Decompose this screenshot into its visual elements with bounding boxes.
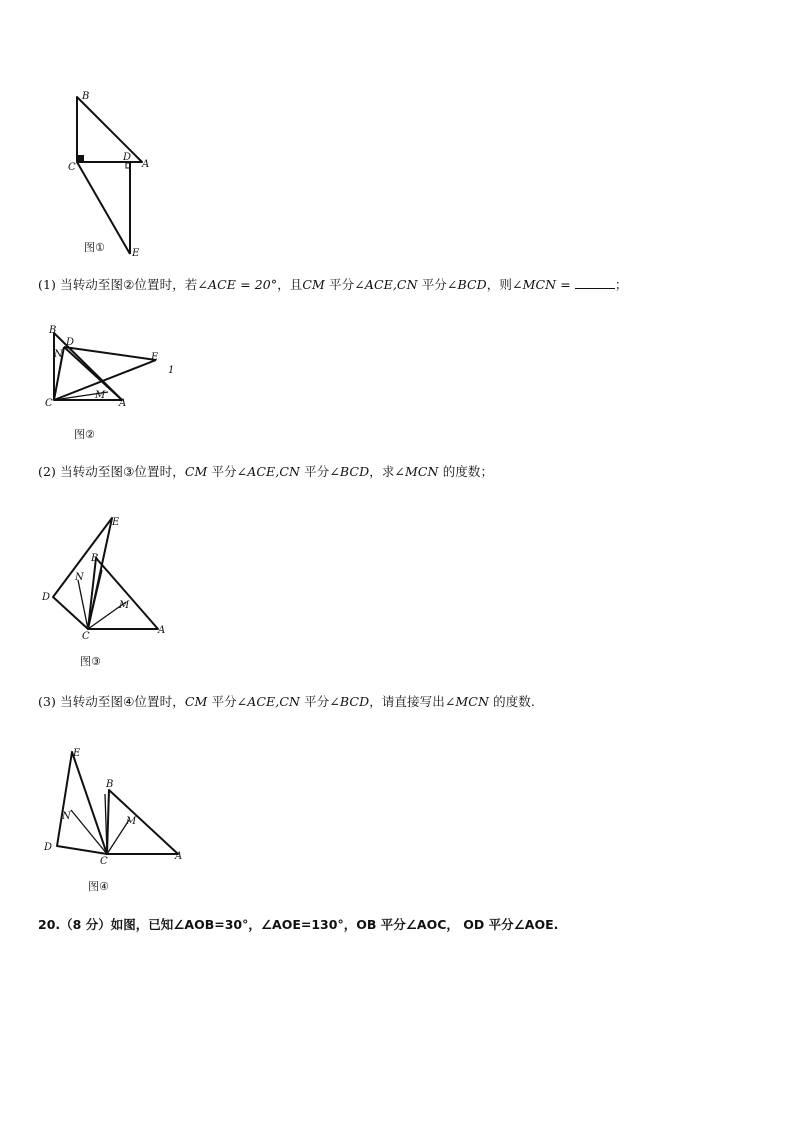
point-label-e: E [151, 352, 159, 363]
point-label-e: E [132, 248, 140, 259]
point-label-d: D [123, 152, 132, 163]
point-label-n: N [75, 572, 84, 583]
question-number: (1) [38, 277, 57, 292]
answer-blank[interactable] [575, 276, 615, 289]
figure-caption: 图② [74, 428, 95, 441]
point-label-d: D [44, 842, 53, 853]
point-label-e: E [112, 517, 120, 528]
figure-3 [38, 510, 178, 670]
point-label-n: N [54, 349, 63, 360]
point-label-c: C [45, 398, 53, 409]
question-2: (2) 当转动至图③位置时，CM 平分∠ACE,CN 平分∠BCD，求∠MCN 的度数； [38, 464, 494, 479]
point-label-d: D [42, 592, 51, 603]
point-label-e: E [73, 748, 81, 759]
question-number: (3) [38, 694, 57, 709]
point-label-b: B [82, 91, 90, 102]
question-3: (3) 当转动至图④位置时，CM 平分∠ACE,CN 平分∠BCD，请直接写出∠MCN 的度数. [38, 694, 535, 709]
point-label-b: B [49, 325, 57, 336]
point-label-c: C [68, 162, 76, 173]
point-label-b: B [106, 779, 114, 790]
figure-4 [40, 742, 190, 897]
point-label-c: C [82, 631, 90, 642]
point-label-m: M [119, 600, 130, 611]
problem-20: 20.（8 分）如图，已知∠AOB=30°，∠AOE=130°，OB 平分∠AOC， OD 平分∠AOE. [38, 917, 559, 932]
point-label-a: A [158, 625, 166, 636]
figure-1 [60, 88, 180, 268]
point-label-c: C [100, 856, 108, 867]
figure-2 [40, 320, 190, 445]
point-label-m: M [126, 816, 137, 827]
figure-caption: 图④ [88, 880, 109, 893]
point-label-d: D [66, 337, 75, 348]
point-label-n: N [62, 811, 71, 822]
figure-caption: 图① [84, 241, 105, 254]
point-label-b: B [91, 553, 99, 564]
point-label-m: M [95, 390, 106, 401]
question-number: (2) [38, 464, 57, 479]
figure-caption: 图③ [80, 655, 101, 668]
figure-mark: 1 [168, 365, 175, 376]
question-1: (1) 当转动至图②位置时，若∠ACE = 20°，且CM 平分∠ACE,CN 平分∠BCD，则∠MCN = ； [38, 277, 628, 292]
point-label-a: A [175, 851, 183, 862]
point-label-a: A [119, 398, 127, 409]
point-label-a: A [142, 159, 150, 170]
